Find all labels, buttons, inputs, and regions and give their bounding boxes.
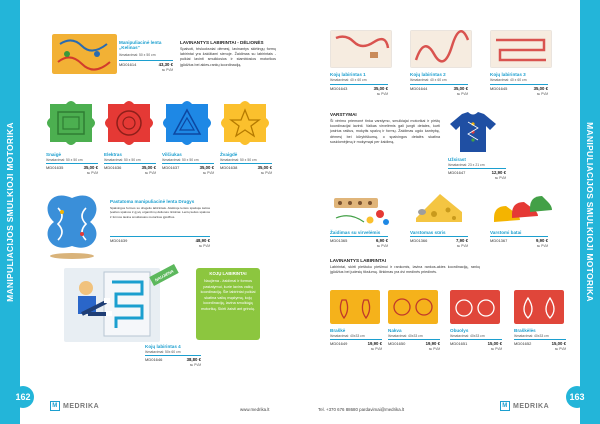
product-name: Varstomi batai xyxy=(490,230,522,235)
product-pvm: su PVM xyxy=(189,363,201,367)
product-pvm: su PVM xyxy=(144,171,156,175)
product-price: 12,90 € xyxy=(491,170,506,175)
info-box xyxy=(196,268,260,340)
page-number: 162 xyxy=(12,386,34,408)
product-pvm: su PVM xyxy=(554,347,566,351)
product-dims: Išmatavimai: 40x33 cm xyxy=(450,334,485,338)
product-pvm: su PVM xyxy=(456,92,468,96)
lacing-beads-image xyxy=(330,188,394,228)
side-tab-left xyxy=(0,0,20,424)
product-code: MD01646 xyxy=(145,357,163,362)
product-code: MD01366 xyxy=(410,238,428,243)
section-text: Ši vėrimo priemonė tinka varstymo, smulkiajai motorikai ir pirštų koordinacijai lavinti. Vaikas virvelėmis gali jungti detales, kurti įvairius raštus, mokytis spalvų ir formų. Žaidimas ugdo kantrybę, dėmesį bei kūrybiškumą, o spalvingos detalės skatina susidomėjimą ir mokymąsi per žaidimą. xyxy=(330,119,440,144)
lacing-cheese-image xyxy=(410,188,468,228)
section-title: LAVINANTYS LABIRINTAI xyxy=(330,258,386,263)
product-name: Elektras xyxy=(104,152,122,157)
product-price: 35,00 € xyxy=(453,86,468,91)
product-pvm: su PVM xyxy=(428,347,440,351)
product-code: MD01638 xyxy=(220,165,238,170)
product-price: 48,90 € xyxy=(195,238,210,243)
foot-labyrinth-3-image xyxy=(490,30,552,68)
product-name: Nakva xyxy=(388,328,402,333)
product-name: Žaidimas su virvelėmis xyxy=(330,230,381,235)
product-name: Snaigė xyxy=(46,152,62,157)
product-price: 15,00 € xyxy=(551,341,566,346)
product-price: 19,90 € xyxy=(425,341,440,346)
right-page xyxy=(300,0,600,424)
product-pvm: su PVM xyxy=(161,68,173,72)
product-price: 35,00 € xyxy=(533,86,548,91)
strawberries-board-image xyxy=(514,290,564,324)
new-badge: NAUJIENA xyxy=(149,264,178,286)
product-pvm: su PVM xyxy=(198,244,210,248)
section-title: LAVINANTYS LABIRINTAI - DĖLIONĖS xyxy=(180,40,264,45)
snaige-puzzle-image xyxy=(44,98,98,148)
kelinas-board-image xyxy=(52,34,117,74)
product-name: Kojų labirintas 2 xyxy=(410,72,446,77)
product-code: MD01651 xyxy=(450,341,468,346)
product-dims: Išmatavimai: 50x 60 cm xyxy=(145,350,181,354)
foot-labyrinth-2-image xyxy=(410,30,472,68)
product-price: 35,00 € xyxy=(373,86,388,91)
product-pvm: su PVM xyxy=(370,347,382,351)
product-pvm: su PVM xyxy=(490,347,502,351)
product-dims: Išmatavimai: 50 x 50 cm xyxy=(119,53,156,57)
product-code: MD01643 xyxy=(330,86,348,91)
product-code: MD01647 xyxy=(448,170,466,175)
section-text: Spalvoti, trisluoksniai dėmesį, lavinantys skirtingų formų labirintai yra žaidžiami sienoje. Žaidimas su labirintais - puikiai lavinti smulkiosios ir stambiosios motorikos įgūdžius bei akies-rankų koordinaciją. xyxy=(180,47,276,67)
product-code: MD01639 xyxy=(110,238,128,243)
product-price: 35,00 € xyxy=(199,165,214,170)
strawberry-board-image xyxy=(330,290,380,324)
product-name: Žvaigdė xyxy=(220,152,238,157)
medrika-logo: M MEDRIKA xyxy=(500,401,549,411)
product-pvm: su PVM xyxy=(86,171,98,175)
product-name: Obuolys xyxy=(450,328,469,333)
product-price: 43,30 € xyxy=(158,62,173,67)
product-price: 15,00 € xyxy=(487,341,502,346)
product-dims: Išmatavimai: 50 x 50 cm xyxy=(220,158,257,162)
footer-contact: Tel. +370 676 88680 pardavimai@medrika.lt xyxy=(318,407,405,412)
product-dims: Išmatavimai: 50 x 50 cm xyxy=(162,158,199,162)
foot-labyrinth-photo xyxy=(64,268,160,342)
product-name: Braškė xyxy=(330,328,346,333)
product-dims: Išmatavimai: 40x33 cm xyxy=(514,334,549,338)
product-price: 19,90 € xyxy=(367,341,382,346)
product-code: MD01367 xyxy=(490,238,508,243)
product-name: Manipuliacinė lenta „Kelinas“ xyxy=(119,40,162,51)
product-dims: Išmatavimai: 40 x 60 cm xyxy=(410,78,447,82)
product-price: 6,90 € xyxy=(376,238,388,243)
product-pvm: su PVM xyxy=(260,171,272,175)
product-price: 35,00 € xyxy=(141,165,156,170)
product-pvm: su PVM xyxy=(376,244,388,248)
product-name: Kojų labirintas 3 xyxy=(490,72,526,77)
side-tab-right xyxy=(580,0,600,424)
product-name: Kojų labirintas 4 xyxy=(145,344,181,349)
section-title: VARSTYMAI xyxy=(330,112,357,117)
elektras-puzzle-image xyxy=(102,98,156,148)
product-code: MD01645 xyxy=(490,86,508,91)
product-dims: Išmatavimai: 50 x 50 cm xyxy=(104,158,141,162)
product-code: MD01652 xyxy=(514,341,532,346)
product-price: 38,80 € xyxy=(186,357,201,362)
product-pvm: su PVM xyxy=(536,244,548,248)
lacing-shoes-image xyxy=(490,188,554,228)
vilciukas-puzzle-image xyxy=(160,98,214,148)
page-number: 163 xyxy=(566,386,588,408)
product-name: Braškėlės xyxy=(514,328,536,333)
foot-labyrinth-1-image xyxy=(330,30,392,68)
product-name: Kojų labirintas 1 xyxy=(330,72,366,77)
product-dims: Išmatavimai: 40 x 60 cm xyxy=(490,78,527,82)
product-dims: Išmatavimai: 50 x 50 cm xyxy=(46,158,83,162)
product-text: Spalvingos formos su drugelio labirintais. Atskiroje lentos spalvoje kelios įvairios spalvos ir gyvų organizmų dėlionės rinkiniai. Lentų kelios spalvos ir formos lavina smulkiosios motorikos įgūdžius. xyxy=(110,206,210,219)
product-name: Pastatoma manipuliacinė lenta Drugys xyxy=(110,199,195,204)
product-pvm: su PVM xyxy=(494,176,506,180)
info-box-text: Naujiena - žaidimai ir formos pastatymui, kurie lavins vaikų koordinaciją. Šie labirintai puikiai skatina vaikų mąstymą, kojų koordinaciją, lavina smulkiąją motoriką. Skirti žaisti ant grindų. xyxy=(200,279,256,311)
drugys-board-image xyxy=(40,190,105,260)
product-pvm: su PVM xyxy=(202,171,214,175)
info-box-title: KOJŲ LABIRINTAI xyxy=(209,271,247,276)
product-pvm: su PVM xyxy=(536,92,548,96)
product-pvm: su PVM xyxy=(456,244,468,248)
product-dims: Išmatavimai: 40x33 cm xyxy=(388,334,423,338)
product-code: MD01650 xyxy=(388,341,406,346)
product-code: MD01635 xyxy=(46,165,64,170)
product-price: 7,90 € xyxy=(456,238,468,243)
product-code: MD01365 xyxy=(330,238,348,243)
product-price: 35,00 € xyxy=(257,165,272,170)
product-dims: Išmatavimai: 40x33 cm xyxy=(330,334,365,338)
apple-board-image xyxy=(450,290,500,324)
product-dims: Išmatavimai: 40 x 60 cm xyxy=(330,78,367,82)
product-code: MD01614 xyxy=(119,62,137,67)
lacing-shirt-image xyxy=(448,110,498,154)
nakva-board-image xyxy=(388,290,438,324)
side-label: MANIPULIACIJOS SMULKIOJI MOTORIKA xyxy=(5,122,16,302)
side-label: MANIPULIACIJOS SMULKIOJI MOTORIKA xyxy=(585,122,596,302)
product-price: 35,00 € xyxy=(83,165,98,170)
product-pvm: su PVM xyxy=(376,92,388,96)
product-name: Užsirast xyxy=(448,157,466,162)
medrika-logo: M MEDRIKA xyxy=(50,401,99,411)
footer-url: www.medrika.lt xyxy=(240,407,270,412)
product-code: MD01644 xyxy=(410,86,428,91)
product-dims: Išmatavimai: 23 x 21 cm xyxy=(448,163,485,167)
product-price: 9,90 € xyxy=(536,238,548,243)
product-name: Vilčiukas xyxy=(162,152,182,157)
product-code: MD01636 xyxy=(104,165,122,170)
product-code: MD01637 xyxy=(162,165,180,170)
zvaigzde-puzzle-image xyxy=(218,98,272,148)
product-code: MD01649 xyxy=(330,341,348,346)
product-name: Varstomas sūris xyxy=(410,230,446,235)
section-text: Labirintai, skirti pieštuku piešimui ir rankomis, lavina rankos-akies koordinaciją, rankų įgūdžius bei judesių tikslumą. Ilinkimas yra dvi medinės priedinės. xyxy=(330,265,480,275)
